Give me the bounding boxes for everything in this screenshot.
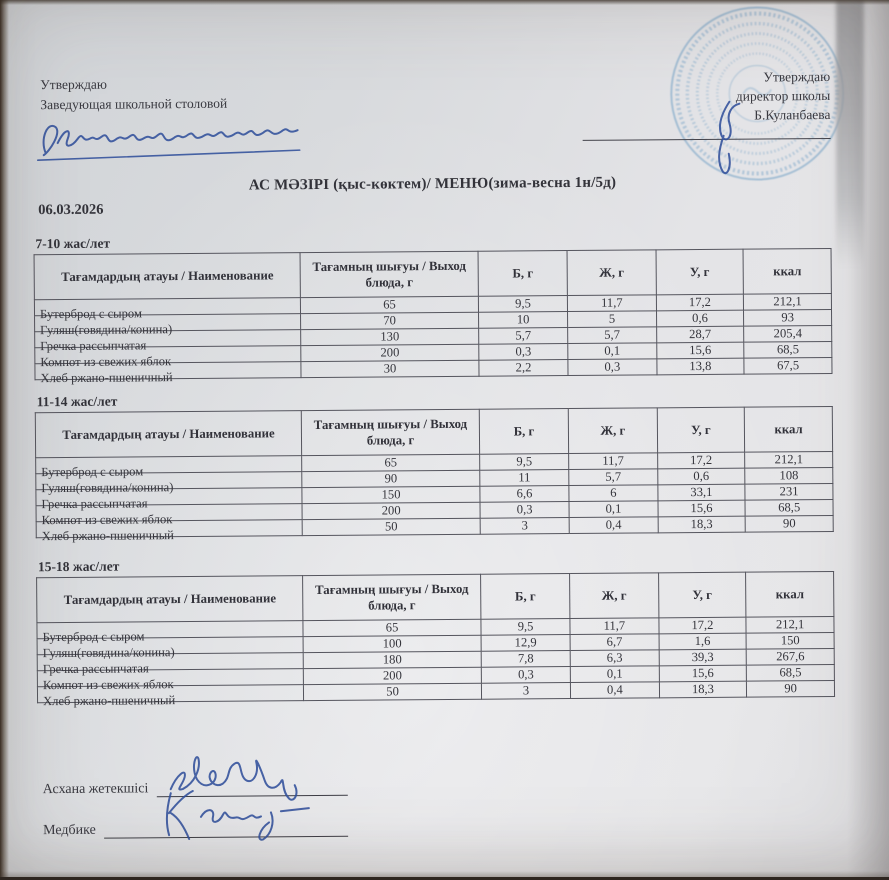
column-header: Тағамдардың атауы / Наименование xyxy=(35,411,302,458)
dish-name: Хлеб ржано-пшеничный xyxy=(42,693,176,709)
column-header: У, г xyxy=(656,249,744,295)
value-cell: 130 xyxy=(301,328,479,345)
value-cell: 0,4 xyxy=(571,682,660,699)
value-cell: 200 xyxy=(301,344,479,361)
value-cell: 6 xyxy=(569,485,658,502)
value-cell: 17,2 xyxy=(657,452,745,469)
dish-name: Хлеб ржано-пшеничный xyxy=(41,528,174,544)
signature-canteen-manager xyxy=(31,105,314,176)
value-cell: 18,3 xyxy=(659,681,747,698)
value-cell: 0,1 xyxy=(570,666,659,683)
value-cell: 5,7 xyxy=(568,327,657,344)
value-cell: 12,9 xyxy=(481,635,570,652)
value-cell: 70 xyxy=(301,312,479,329)
dish-name: Гречка рассыпчатая xyxy=(40,338,147,354)
value-cell: 212,1 xyxy=(745,451,833,468)
value-cell: 9,5 xyxy=(478,296,567,313)
value-cell: 212,1 xyxy=(746,616,834,633)
value-cell: 93 xyxy=(744,309,832,326)
dish-name: Гуляш(говядина/конина) xyxy=(40,322,173,338)
photo-edge-left xyxy=(0,0,9,877)
value-cell: 65 xyxy=(303,619,481,636)
value-cell: 50 xyxy=(304,683,482,700)
menu-section-7-10 xyxy=(33,230,832,386)
dish-name: Хлеб ржано-пшеничный xyxy=(40,370,173,386)
canteen-head-label: Асхана жетекшісі xyxy=(42,781,149,798)
value-cell: 13,8 xyxy=(657,358,745,375)
value-cell: 0,6 xyxy=(656,310,744,327)
value-cell: 205,4 xyxy=(744,325,832,342)
approval-right-line1: Утверждаю xyxy=(763,68,831,85)
value-cell: 68,5 xyxy=(745,499,833,516)
age-group-label: 11-14 жас/лет xyxy=(36,393,118,410)
value-cell: 6,3 xyxy=(570,650,659,667)
value-cell: 0,3 xyxy=(479,344,568,361)
value-cell: 212,1 xyxy=(744,293,832,310)
value-cell: 100 xyxy=(303,635,481,652)
age-group-label: 15-18 жас/лет xyxy=(37,558,120,575)
value-cell: 18,3 xyxy=(658,516,746,533)
document-title: АС МӘЗІРІ (қыс-көктем)/ МЕНЮ(зима-весна 1н/5д) xyxy=(248,174,617,194)
approval-right-line2: директор школы xyxy=(735,87,831,104)
value-cell: 7,8 xyxy=(481,651,570,668)
column-header: Тағамның шығуы / Выход блюда, г xyxy=(303,574,481,620)
value-cell: 5 xyxy=(568,311,657,328)
dish-name: Компот из свежих яблок xyxy=(42,677,174,693)
value-cell: 17,2 xyxy=(659,617,747,634)
column-header: Ж, г xyxy=(570,573,659,619)
column-header: Ж, г xyxy=(568,408,657,454)
value-cell: 200 xyxy=(304,667,482,684)
value-cell: 6,6 xyxy=(480,486,569,503)
dish-name: Гуляш(говядина/конина) xyxy=(41,480,174,496)
value-cell: 15,6 xyxy=(659,665,747,682)
value-cell: 2,2 xyxy=(479,360,568,377)
header-row xyxy=(34,248,831,299)
value-cell: 9,5 xyxy=(481,619,570,636)
column-header: Тағамдардың атауы / Наименование xyxy=(37,576,304,623)
value-cell: 5,7 xyxy=(569,469,658,486)
value-cell: 90 xyxy=(747,680,835,697)
column-header: У, г xyxy=(658,572,746,618)
value-cell: 6,7 xyxy=(570,634,659,651)
menu-table xyxy=(36,571,835,709)
column-header: Б, г xyxy=(479,409,569,455)
value-cell: 65 xyxy=(302,454,480,471)
approval-left-line1: Утверждаю xyxy=(40,76,108,93)
value-cell: 108 xyxy=(745,467,833,484)
value-cell: 68,5 xyxy=(744,341,832,358)
signature-nurse-footer xyxy=(153,784,353,849)
value-cell: 17,2 xyxy=(656,294,744,311)
dish-name: Бутерброд с сыром xyxy=(41,464,144,480)
dish-name: Бутерброд с сыром xyxy=(42,629,145,645)
value-cell: 68,5 xyxy=(747,664,835,681)
page-crease-shadow xyxy=(836,0,864,268)
value-cell: 11,7 xyxy=(568,295,657,312)
menu-section-15-18 xyxy=(36,553,835,709)
value-cell: 30 xyxy=(301,360,479,377)
value-cell: 0,1 xyxy=(568,343,657,360)
dish-name: Гречка рассыпчатая xyxy=(41,496,148,512)
menu-section-11-14 xyxy=(35,388,834,544)
value-cell: 67,5 xyxy=(744,357,832,374)
value-cell: 3 xyxy=(480,518,569,535)
value-cell: 3 xyxy=(481,683,570,700)
value-cell: 50 xyxy=(302,518,480,535)
value-cell: 10 xyxy=(478,312,567,329)
column-header: Б, г xyxy=(481,574,571,620)
value-cell: 15,6 xyxy=(656,342,744,359)
header-row xyxy=(35,406,832,457)
photo-edge-bottom xyxy=(0,871,889,877)
value-cell: 11,7 xyxy=(569,453,658,470)
column-header: ккал xyxy=(746,571,834,617)
column-header: Б, г xyxy=(478,251,568,297)
column-header: У, г xyxy=(657,407,745,453)
value-cell: 28,7 xyxy=(656,326,744,343)
value-cell: 267,6 xyxy=(746,648,834,665)
column-header: Тағамның шығуы / Выход блюда, г xyxy=(301,409,479,455)
column-header: ккал xyxy=(743,248,831,294)
value-cell: 1,6 xyxy=(659,633,747,650)
value-cell: 11 xyxy=(480,470,569,487)
column-header: Ж, г xyxy=(567,250,656,296)
value-cell: 39,3 xyxy=(659,649,747,666)
value-cell: 5,7 xyxy=(479,328,568,345)
value-cell: 150 xyxy=(746,632,834,649)
column-header: Тағамдардың атауы / Наименование xyxy=(34,253,301,300)
dish-name: Бутерброд с сыром xyxy=(39,306,142,322)
dish-name: Компот из свежих яблок xyxy=(41,512,173,528)
column-header: Тағамның шығуы / Выход блюда, г xyxy=(300,251,478,297)
column-header: ккал xyxy=(745,406,833,452)
value-cell: 0,3 xyxy=(568,359,657,376)
menu-table xyxy=(35,406,834,544)
document-date: 06.03.2026 xyxy=(38,201,104,219)
value-cell: 0,1 xyxy=(569,501,658,518)
value-cell: 9,5 xyxy=(480,454,569,471)
approval-left-line2: Заведующая школьной столовой xyxy=(40,95,228,113)
header-row xyxy=(37,571,834,622)
value-cell: 200 xyxy=(302,502,480,519)
value-cell: 180 xyxy=(303,651,481,668)
value-cell: 90 xyxy=(745,515,833,532)
value-cell: 0,4 xyxy=(569,517,658,534)
approval-right-line3: Б.Куланбаева xyxy=(754,106,831,123)
value-cell: 15,6 xyxy=(658,500,746,517)
dish-name: Гречка рассыпчатая xyxy=(42,661,149,677)
age-group-label: 7-10 жас/лет xyxy=(35,235,111,252)
dish-name: Компот из свежих яблок xyxy=(40,354,172,370)
value-cell: 65 xyxy=(301,296,479,313)
value-cell: 0,3 xyxy=(481,667,570,684)
nurse-label: Медбике xyxy=(43,822,96,839)
signature-director xyxy=(695,96,758,185)
value-cell: 90 xyxy=(302,470,480,487)
dish-name: Гуляш(говядина/конина) xyxy=(42,645,175,661)
value-cell: 0,6 xyxy=(657,468,745,485)
value-cell: 11,7 xyxy=(570,618,659,635)
value-cell: 150 xyxy=(302,486,480,503)
value-cell: 0,3 xyxy=(480,502,569,519)
value-cell: 231 xyxy=(745,483,833,500)
menu-table xyxy=(34,248,833,386)
value-cell: 33,1 xyxy=(658,484,746,501)
photo-edge-top xyxy=(0,0,889,5)
